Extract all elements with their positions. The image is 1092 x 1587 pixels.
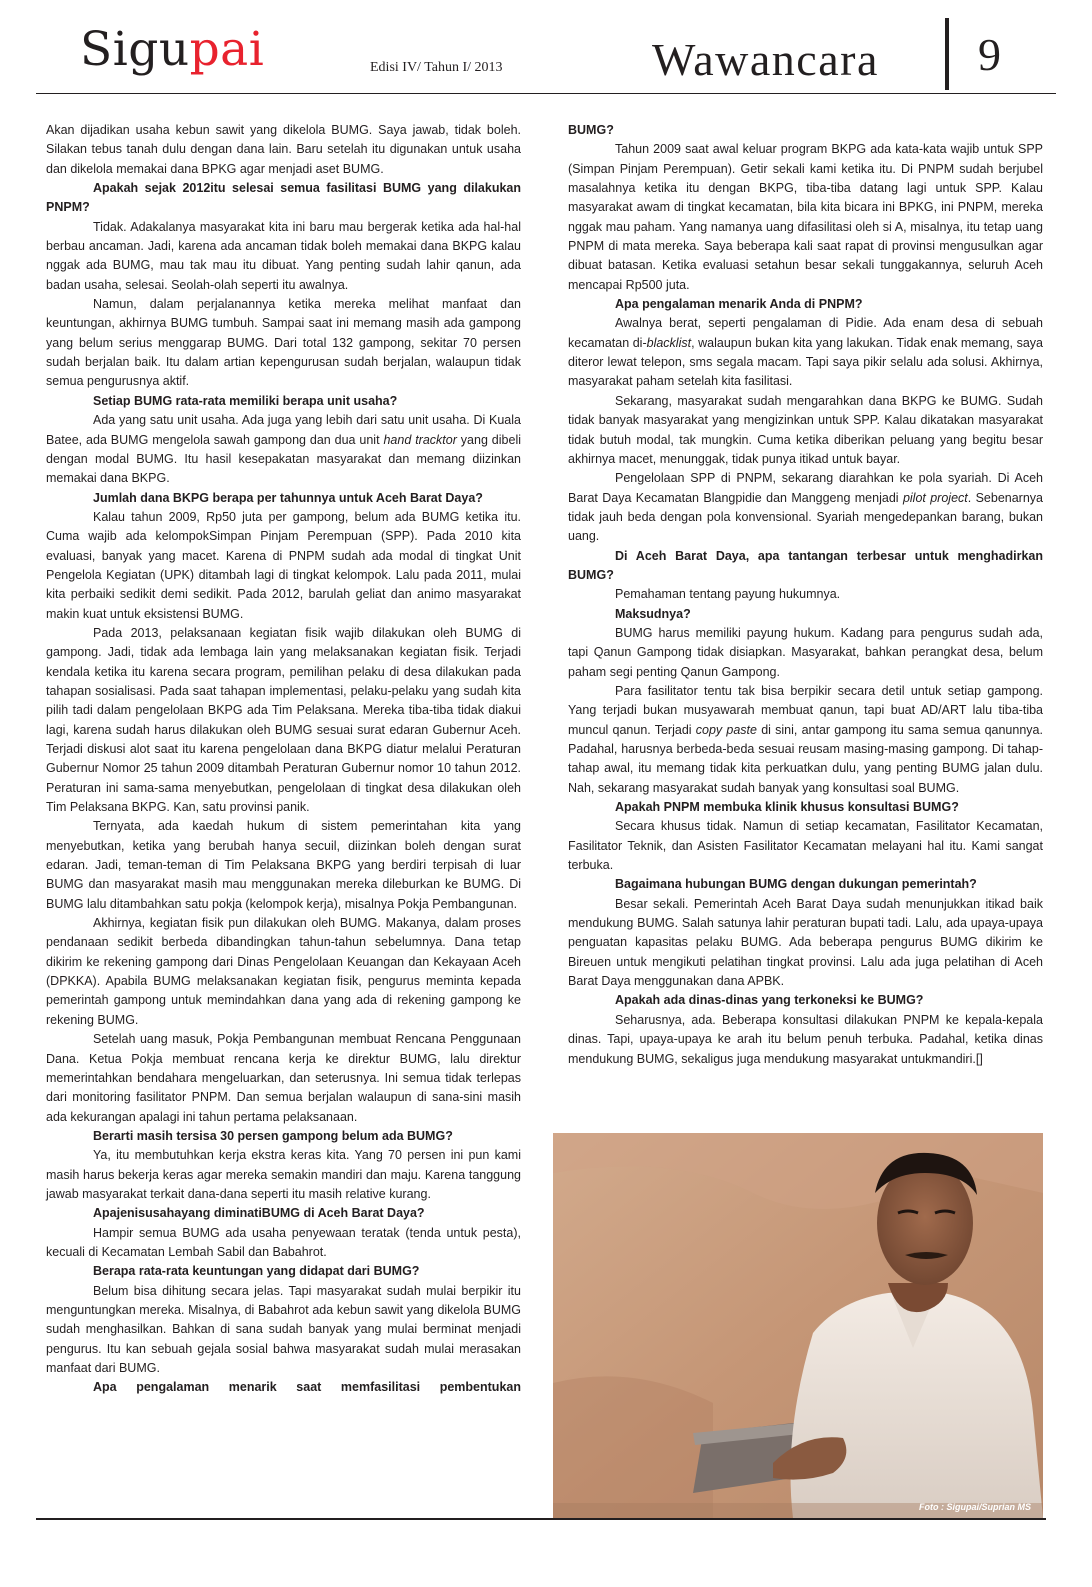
masthead-part-2: pai — [189, 22, 265, 77]
paragraph: Sekarang, masyarakat sudah mengarahkan dana BKPG ke BUMG. Sudah tidak banyak masyarakat yang mengizinkan untuk SPP. Kalau dikatakan masyarakat tidak butuh modal, tak mungkin. Cuma ketika diberikan peluang yang begitu besar akhirnya macet, menunggak, tidak punya itikad untuk bayar. — [568, 393, 1043, 466]
paragraph: Setelah uang masuk, Pokja Pembangunan membuat Rencana Penggunaan Dana. Ketua Pokja membuat rencana kerja ke direktur BUMG, lalu direktur memerintahkan bendahara mengeluarkan, dan seterusnya. Ini semua tidak terlepas dari monitoring fasilitator PNPM. Dan semua berjalan walaupun di sana-sini masih ada kekurangan apalagi ini tahun pertama pelaksanaan. — [46, 1032, 521, 1124]
paragraph — [46, 411, 521, 488]
paragraph: Belum bisa dihitung secara jelas. Tapi masyarakat sudah mulai berpikir itu menguntungkan mereka. Misalnya, di Babahrot ada kebun sawit yang dikelola BUMG sudah menghasilkan. Bahkan di sana sudah banyak yang mulai berminat menjadi pengurus. Itu kan sebuah gejala sosial bahwa masyarakat sudah mulai merasakan manfaat dari BUMG. — [46, 1283, 521, 1375]
italic-term: hand tracktor — [383, 432, 457, 447]
masthead-logo — [80, 22, 264, 77]
paragraph-text: Awalnya berat, seperti pengalaman di Pidie. Ada enam desa di sebuah kecamatan di- — [568, 316, 1043, 350]
paragraph: Hampir semua BUMG ada usaha penyewaan teratak (tenda untuk pesta), kecuali di Kecamatan Lembah Sabil dan Babahrot. — [46, 1225, 521, 1259]
question: Bagaimana hubungan BUMG dengan dukungan pemerintah? — [615, 877, 977, 892]
question-continued: BUMG? — [568, 123, 614, 137]
paragraph: Secara khusus tidak. Namun di setiap kecamatan, Fasilitator Kecamatan, Fasilitator Teknik, dan Asisten Fasilitator Kecamatan melayani hal itu. Kami sangat terbuka. — [568, 819, 1043, 873]
paragraph-text: Pengelolaan SPP di PNPM, sekarang diarahkan ke pola syariah. Di Aceh Barat Daya Kecamatan Blangpidie dan Manggeng menjadi — [568, 471, 1043, 505]
paragraph: Ya, itu membutuhkan kerja ekstra keras kita. Yang 70 persen ini pun kami masih harus bekerja keras agar mereka semakin mandiri dan maju. Karena tanggung jawab masyarakat terkait dana-dana seperti itu masih relative kurang. — [46, 1148, 521, 1201]
paragraph: Akan dijadikan usaha kebun sawit yang dikelola BUMG. Saya jawab, tidak boleh. Silakan tebus tanah dulu dengan dana lain. Baru setelah itu digunakan untuk usaha dan dikelola memakai dana BPKG agar menjadi aset BUMG. — [46, 123, 521, 176]
edition-line: Edisi IV/ Tahun I/ 2013 — [370, 60, 503, 75]
page-header — [0, 0, 1092, 100]
section-title: Wawancara — [652, 34, 879, 85]
paragraph — [568, 314, 1043, 391]
italic-term: copy paste — [695, 722, 757, 737]
paragraph: Tidak. Adakalanya masyarakat kita ini baru mau bergerak ketika ada hal-hal berbau ancaman. Jadi, karena ada ancaman tidak boleh memakai dana BKPG kalau nggak ada BUMG, mau tak mau itu dibuat. Yang penting sudah lahir qanun, ada badan usaha, selesai. Seolah-olah seperti itu awalnya. — [46, 219, 521, 292]
paragraph: Namun, dalam perjalanannya ketika mereka melihat manfaat dan keuntungan, akhirnya BUMG tumbuh. Sampai saat ini memang masih ada gampong yang belum serius menggarap BUMG. Dari total 132 gampong, sekitar 70 persen sudah berjalan baik. Itu dalam artian kepengurusan sudah berjalan, walaupun tidak semua pengurusnya aktif. — [46, 297, 521, 389]
footer-rule — [36, 1518, 1046, 1520]
interviewee-photo — [553, 1133, 1043, 1518]
question: Setiap BUMG rata-rata memiliki berapa unit usaha? — [93, 393, 398, 408]
paragraph-text: yang dibeli dengan modal BUMG. Itu hasil kesepakatan masyarakat dan memang diizinkan memakai dana BKPG. — [46, 432, 521, 486]
question: Berarti masih tersisa 30 persen gampong belum ada BUMG? — [93, 1128, 453, 1143]
paragraph-text: . Sebenarnya tidak jauh beda dengan pola konvensional. Syariah mengedepankan barang, bukan uang. — [568, 490, 1043, 544]
header-divider — [945, 18, 949, 90]
italic-term: blacklist — [646, 335, 692, 350]
paragraph: Tahun 2009 saat awal keluar program BKPG ada kata-kata wajib untuk SPP (Simpan Pinjam Perempuan). Getir sekali kami ketika itu. Di PNPM sudah berjubel masalahnya ketika itu dengan BKPG, tiba-tiba datang lagi untuk SPP. Kalau masyarakat awam di tingkat kecamatan, bila kita bicara ini BPKG, ini PNPM, mereka nggak mau paham. Yang namanya uang difasilitasi oleh si A, misalnya, itu tetap uang PNPM di mata mereka. Saya beberapa kali saat rapat di provinsi mengusulkan agar dibuat batasan. Ketika evaluasi setahun besar sekali tunggakannya, seluruh Aceh mencapai Rp500 juta. — [568, 142, 1043, 292]
article-column-left — [46, 121, 521, 1398]
page-number: 9 — [978, 29, 1001, 80]
question: Apajenisusahayang diminatiBUMG di Aceh Barat Daya? — [93, 1206, 425, 1221]
question: Apa pengalaman menarik saat memfasilitasi pembentukan — [93, 1380, 521, 1395]
paragraph-text: di sini, antar gampong itu sama semua qanunnya. Padahal, harusnya berbeda-beda sesuai reusam masing-masing gampong. Di tahap-tahap awal, itu memang tidak kita perkuatkan dulu, yang penting BUMG jalan dulu. Nah, sekarang masyarakat sudah banyak yang konsultasi soal BUMG. — [568, 722, 1043, 795]
paragraph — [568, 682, 1043, 798]
question: Di Aceh Barat Daya, apa tantangan terbesar untuk menghadirkan BUMG? — [568, 548, 1043, 582]
question: Apakah PNPM membuka klinik khusus konsultasi BUMG? — [615, 800, 959, 815]
italic-term: pilot project — [902, 490, 968, 505]
question: Jumlah dana BKPG berapa per tahunnya untuk Aceh Barat Daya? — [93, 490, 483, 505]
paragraph — [568, 469, 1043, 546]
question: Apa pengalaman menarik Anda di PNPM? — [615, 297, 863, 312]
question: Apakah sejak 2012itu selesai semua fasilitasi BUMG yang dilakukan PNPM? — [46, 181, 521, 215]
question: Apakah ada dinas-dinas yang terkoneksi ke BUMG? — [615, 993, 924, 1008]
paragraph: Pada 2013, pelaksanaan kegiatan fisik wajib dilakukan oleh BUMG di gampong. Jadi, tidak ada lembaga lain yang melaksanakan kegiatan fisik. Terjadi kendala ketika itu karena secara program, pemilihan pelaku di desa dilakukan pada tahapan sosialisasi. Pada saat tahapan implementasi, pelaku-pelaku yang sudah kita pilih tadi dalam pengelolaan BKPG ada Tim Pelaksana. Mereka tiba-tiba tidak diakui lagi, karena sudah harus dilakukan oleh BUMG sesuai surat edaran Gubernur Aceh. Terjadi diskusi alot saat itu karena pengelolaan dana BKPG diatur melalui Peraturan Gubernur Nomor 25 tahun 2009 ditambah Peraturan Gubernur nomor 10 tahun 2012. Peraturan ini sama-sama menyebutkan, pengelolaan di tingkat desa dilakukan oleh Tim Pelaksana BKPG. Kan, satu provinsi panik. — [46, 625, 521, 815]
header-rule — [36, 93, 1056, 94]
masthead-part-1: Sigu — [80, 22, 190, 77]
paragraph: Akhirnya, kegiatan fisik pun dilakukan oleh BUMG. Makanya, dalam proses pendanaan sedikit berbeda dibandingkan tahun-tahun sebelumnya. Dana tetap dikirim ke rekening gampong dari Dinas Pengelolaan Keuangan dan Kekayaan Aceh (DPKKA). Apabila BUMG melaksanakan kegiatan fisik, pengurus meminta kepada pemerintah gampong untuk memindahkan dana yang ada di rekening gampong ke rekening BUMG. — [46, 916, 521, 1027]
photo-illustration — [553, 1133, 1043, 1518]
paragraph-text: Ada yang satu unit usaha. Ada juga yang lebih dari satu unit usaha. Di Kuala Batee, ada BUMG mengelola sawah gampong dan dua unit — [46, 413, 521, 447]
paragraph: Besar sekali. Pemerintah Aceh Barat Daya sudah menunjukkan itikad baik mendukung BUMG. Salah satunya lahir peraturan bupati tadi. Lalu, ada upaya-upaya penguatan kapasitas pelaku BUMG. Ada beberapa pengurus BUMG dikirim ke Bireuen untuk mengikuti pelatihan tingkat provinsi. Lalu ada juga pelatihan di Aceh Barat Daya menggunakan dana APBK. — [568, 896, 1043, 989]
question: Berapa rata-rata keuntungan yang didapat dari BUMG? — [93, 1264, 420, 1279]
paragraph-text: , walaupun bukan kita yang lakukan. Tidak enak memang, saya diteror lewat telepon, sms segala macam. Tapi saya pikir selalu ada solusi. Akhirnya, masyarakat paham setelah kita fasilitasi. — [568, 335, 1043, 389]
paragraph: Ternyata, ada kaedah hukum di sistem pemerintahan kita yang menyebutkan, ketika yang berubah hanya secuil, diizinkan boleh dengan surat edaran. Jadi, teman-teman di Tim Pelaksana BKPG yang berdiri terpisah di luar BUMG dan masyarakat masih mau menggunakan mereka dileburkan ke BUMG. Di BUMG lalu ditambahkan satu pokja (kelompok kerja), misalnya Pokja Pembangunan. — [46, 819, 521, 911]
photo-credit: Foto : Sigupai/Suprian MS — [919, 1502, 1031, 1512]
paragraph: Pemahaman tentang payung hukumnya. — [615, 587, 841, 602]
paragraph: Seharusnya, ada. Beberapa konsultasi dilakukan PNPM ke kepala-kepala dinas. Tapi, upaya-upaya ke arah itu belum penuh terbuka. Padahal, ketika dinas mendukung BUMG, sekaligus juga mendukung masyarakat untukmandiri.[] — [568, 1012, 1043, 1066]
question: Maksudnya? — [615, 606, 691, 621]
article-column-right — [568, 121, 1043, 1069]
paragraph: Kalau tahun 2009, Rp50 juta per gampong, belum ada BUMG ketika itu. Cuma wajib ada kelompokSimpan Pinjam Perempuan (SPP). Pada 2010 kita evaluasi, banyak yang macet. Karena di PNPM sudah ada modal di tingkat Unit Pengelola Kegiatan (UPK) ditambah lagi di tingkat kelompok. Lalu pada 2011, mulai kita perbaiki sedikit demi sedikit. Pada 2012, barulah geliat dan animo masyarakat makin kuat untuk eksistensi BUMG. — [46, 509, 521, 621]
paragraph: BUMG harus memiliki payung hukum. Kadang para pengurus sudah ada, tapi Qanun Gampong tidak disiapkan. Masyarakat, bahkan perangkat desa, belum paham segi penting Qanun Gampong. — [568, 625, 1043, 679]
paragraph-text: Para fasilitator tentu tak bisa berpikir secara detil untuk setiap gampong. Yang terjadi bukan musyawarah membuat qanun, tapi buat AD/ART lalu tiba-tiba muncul qanun. Terjadi — [568, 683, 1043, 737]
